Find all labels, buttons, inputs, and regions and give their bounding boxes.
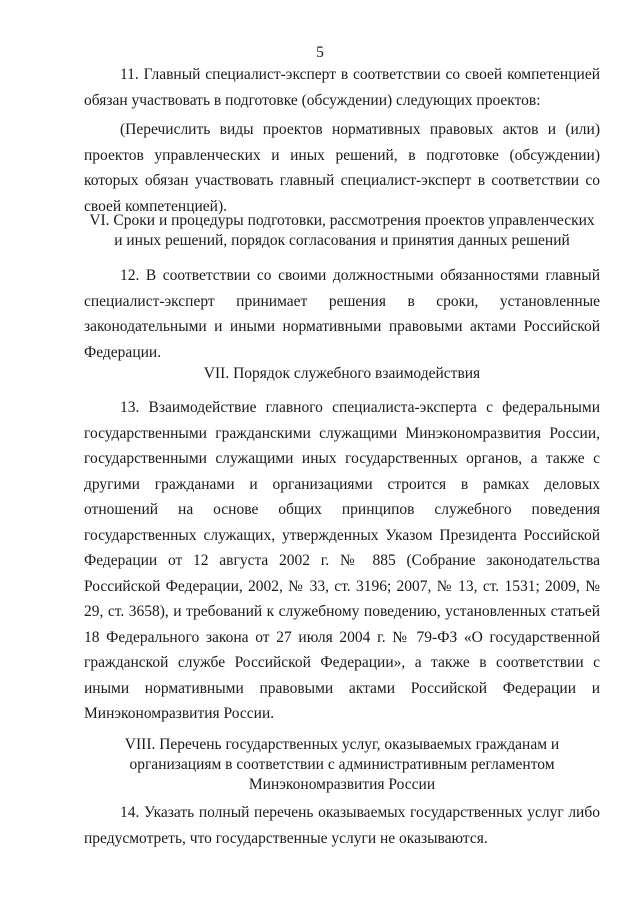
paragraph-11-note: (Перечислить виды проектов нормативных правовых актов и (или) проектов управленческих и иных решений, в подготовке (обсуждении) которых обязан участвовать главный специалист-эксперт в соответствии со своей компетенцией). bbox=[84, 121, 600, 215]
section-heading-7: VII. Порядок служебного взаимодействия bbox=[203, 365, 481, 382]
paragraph-14: 14. Указать полный перечень оказываемых государственных услуг либо предусмотреть, что государственные услуги не оказываются. bbox=[84, 804, 600, 847]
paragraph-13: 13. Взаимодействие главного специалиста-эксперта с федеральными государственными гражданскими служащими Минэкономразвития России, государственными служащими иных государственных органов, а также с другими гражданами и организациями строится в рамках деловых отношений на основе общих принципов служебного поведения государственных служащих, утвержденных Указом Президента Российской Федерации от 12 августа 2002 г. № 885 (Собрание законодательства Российской Федерации, 2002, № 33, ст. 3196; 2007, № 13, ст. 1531; 2009, № 29, ст. 3658), и требований к служебному поведению, установленных статьей 18 Федерального закона от 27 июля 2004 г. № 79-ФЗ «О государственной гражданской службе Российской Федерации», а также в соответствии с иными нормативными правовыми актами Российской Федерации и Минэкономразвития России. bbox=[84, 399, 600, 722]
paragraph-11: 11. Главный специалист-эксперт в соответствии со своей компетенцией обязан участвовать в подготовке (обсуждении) следующих проектов: bbox=[84, 66, 600, 109]
page-number: 5 bbox=[316, 44, 324, 61]
section-heading-8: VIII. Перечень государственных услуг, оказываемых гражданам и организациям в соответствии с административным регламентом Минэкономразвития России bbox=[124, 736, 560, 793]
section-heading-6: VI. Сроки и процедуры подготовки, рассмотрения проектов управленческих и иных решений, порядок согласования и принятия данных решений bbox=[89, 212, 595, 249]
paragraph-12: 12. В соответствии со своими должностными обязанностями главный специалист-эксперт принимает решения в сроки, установленные законодательными и иными нормативными правовыми актами Российской Федерации. bbox=[84, 267, 600, 361]
